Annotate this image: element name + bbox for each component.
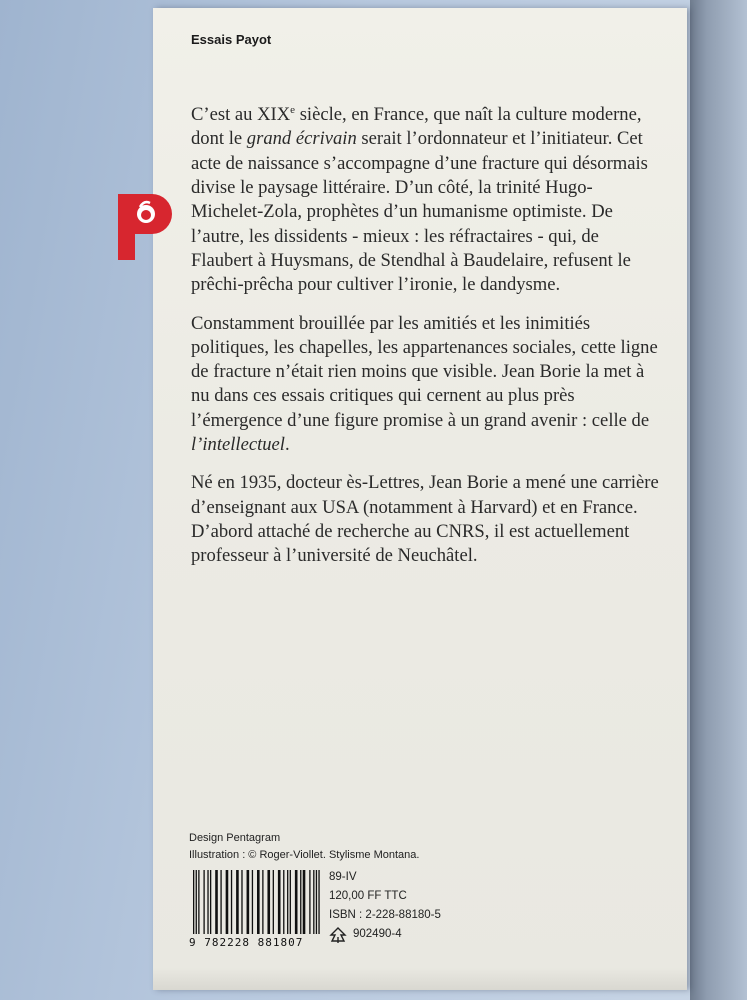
barcode-bar xyxy=(303,870,306,934)
paragraph-1-segment: e xyxy=(290,104,296,116)
paragraph-1-segment: grand écrivain xyxy=(246,128,357,150)
barcode-bar xyxy=(236,870,239,934)
code-row xyxy=(329,868,441,887)
barcode-bar xyxy=(257,870,260,934)
barcode-bar xyxy=(290,870,291,934)
price-info xyxy=(329,868,441,944)
paragraph-1-segment: serait l’ordonnateur et l’initiateur. Cet acte de naissance s’accompagne d’une fracture qui désormais divise le paysage littéraire. D’un côté, la trinité Hugo-Michelet-Zola, prophètes d’un humanisme optimiste. De l’autre, les dissidents - mieux : les réfractaires - qui, de Flaubert à Huysmans, de Stendhal à Baudelaire, refusent le prêchi-prêcha pour cultiver l’ironie, le dandysme. xyxy=(191,128,648,296)
barcode-bar xyxy=(210,870,211,934)
ref-row xyxy=(329,925,441,944)
barcode xyxy=(189,866,325,948)
cover-bottom-edge xyxy=(153,968,687,990)
barcode-digits: 9 782228 881807 xyxy=(189,936,304,949)
payot-logo xyxy=(118,194,172,260)
isbn-row xyxy=(329,906,441,925)
barcode-bar xyxy=(318,870,319,934)
barcode-bar xyxy=(226,870,229,934)
price-label: 120,00 FF TTC xyxy=(329,890,407,902)
barcode-bars xyxy=(193,870,321,936)
barcode-bar xyxy=(193,870,194,934)
paragraph-3-segment: Né en 1935, docteur ès-Lettres, Jean Borie a mené une carrière d’enseignant aux USA (notamment à Harvard) et en France. D’abord attaché de recherche au CNRS, il est actuellement professeur à l’université de Neuchâtel. xyxy=(191,472,659,567)
isbn-label: ISBN : 2-228-88180-5 xyxy=(329,909,441,921)
barcode-bar xyxy=(313,870,314,934)
series-title: Essais Payot xyxy=(191,32,272,47)
barcode-bar xyxy=(309,870,310,934)
barcode-bar xyxy=(283,870,284,934)
arbre-icon xyxy=(329,927,347,943)
barcode-bar xyxy=(231,870,232,934)
barcode-bar xyxy=(198,870,199,934)
barcode-bar xyxy=(262,870,263,934)
paragraph-2-segment: l’intellectuel xyxy=(191,434,285,456)
barcode-bar xyxy=(287,870,288,934)
barcode-bar xyxy=(252,870,253,934)
code-label: 89-IV xyxy=(329,871,357,883)
barcode-bar xyxy=(207,870,208,934)
barcode-bar xyxy=(300,870,301,934)
ref-label: 902490-4 xyxy=(353,928,402,940)
barcode-bar xyxy=(267,870,270,934)
paragraph-3 xyxy=(191,471,661,568)
barcode-bar xyxy=(220,870,221,934)
price-row xyxy=(329,887,441,906)
barcode-bar xyxy=(215,870,218,934)
paragraph-1-segment: siècle, en France, que naît la culture moderne, dont le xyxy=(191,104,642,150)
barcode-bar xyxy=(316,870,317,934)
barcode-bar xyxy=(278,870,281,934)
design-credit: Design Pentagram xyxy=(189,832,281,844)
paragraph-1-segment: C’est au XIX xyxy=(191,104,291,126)
barcode-bar xyxy=(247,870,250,934)
background-shadow xyxy=(690,0,747,1000)
paragraph-1 xyxy=(191,98,661,298)
credits xyxy=(189,830,419,864)
book-back-cover xyxy=(153,8,687,990)
illustration-credit: Illustration : © Roger-Viollet. Stylisme Montana. xyxy=(189,849,420,861)
paragraph-2-segment: . xyxy=(284,434,290,456)
barcode-bar xyxy=(203,870,204,934)
blurb-text xyxy=(191,98,661,583)
barcode-bar xyxy=(295,870,298,934)
paragraph-2-segment: Constamment brouillée par les amitiés et les inimitiés politiques, les chapelles, les appartenances sociales, cette ligne de fracture n’était rien moins que visible. Jean Borie la met à nu dans ces essais critiques qui cernent au plus près l’émergence d’une figure promise à un grand avenir : celle de xyxy=(191,312,658,431)
barcode-bar xyxy=(196,870,197,934)
paragraph-2 xyxy=(191,312,661,458)
barcode-bar xyxy=(273,870,274,934)
barcode-bar xyxy=(241,870,242,934)
